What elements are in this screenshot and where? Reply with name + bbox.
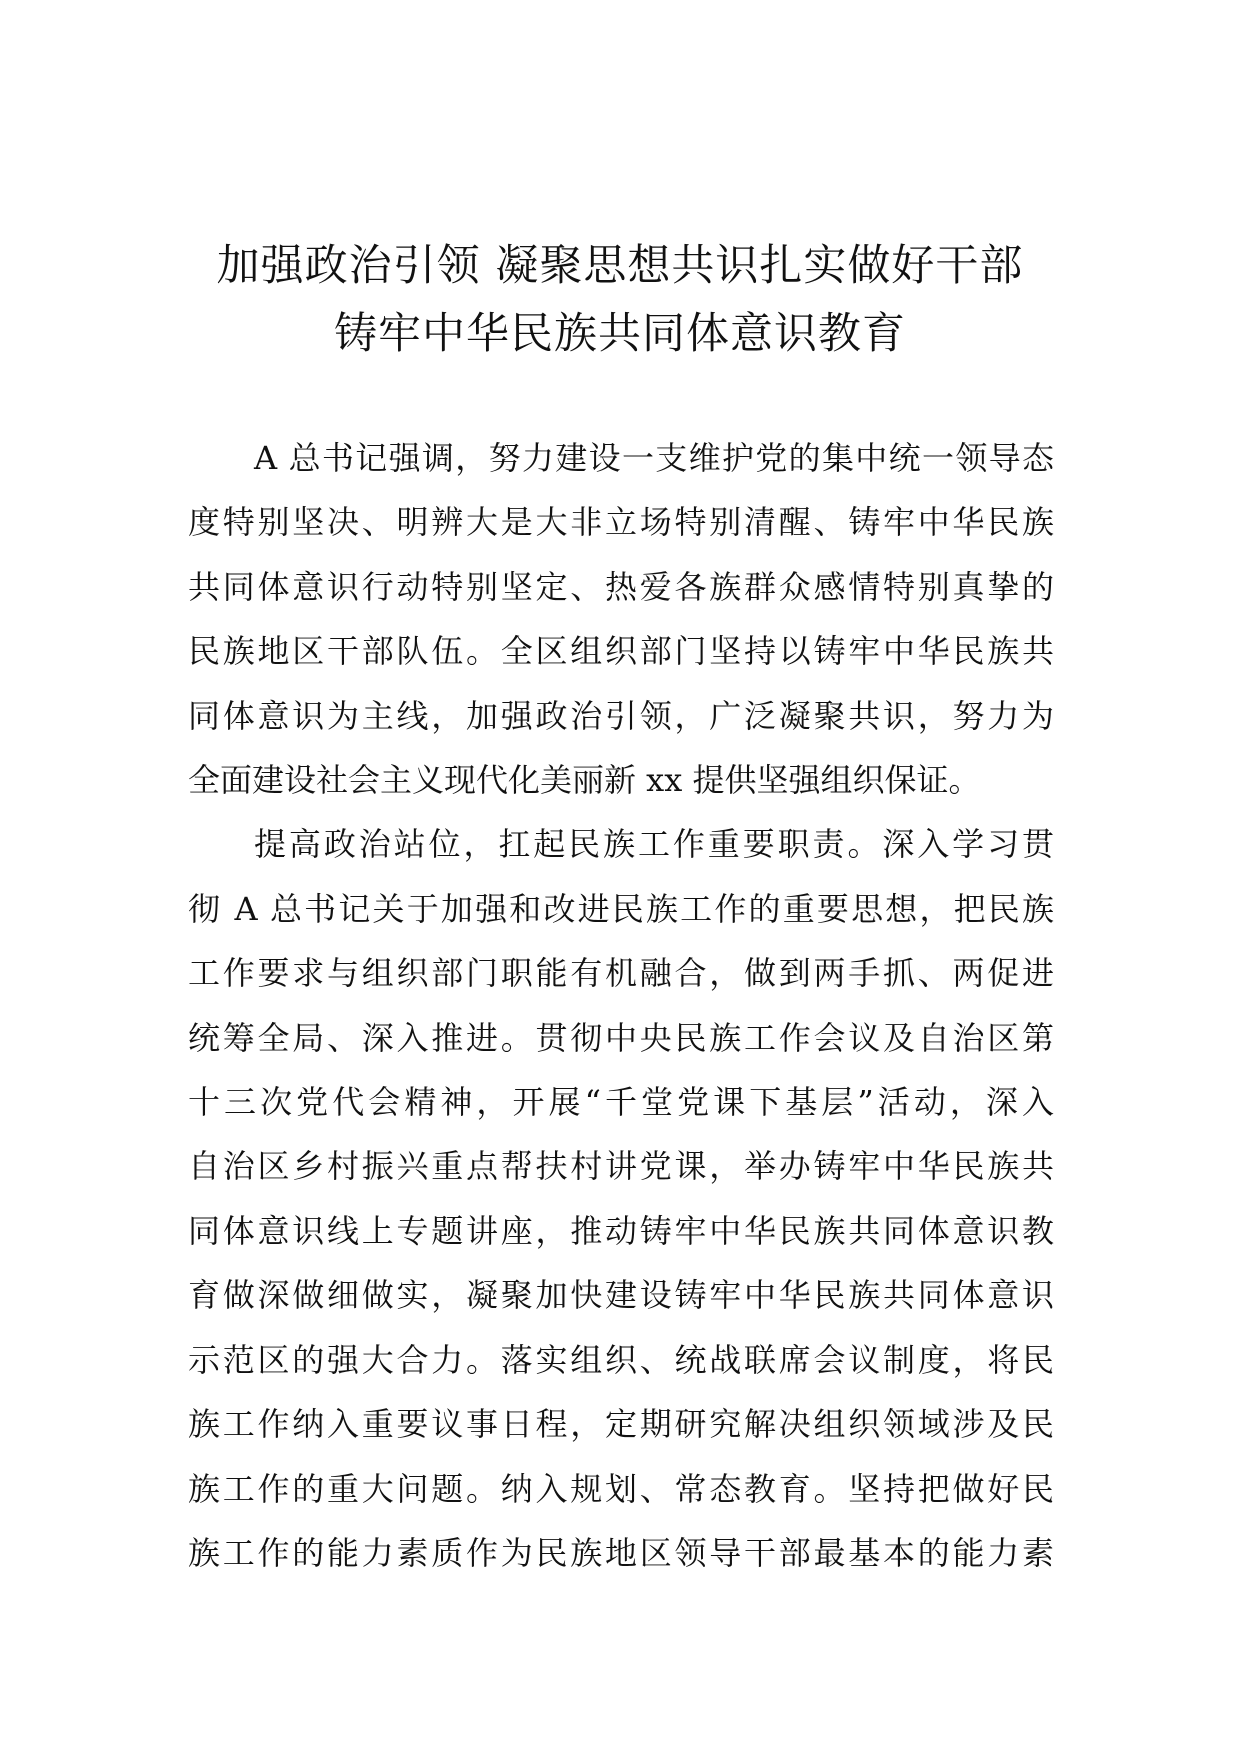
text-line: 族工作的重大问题。纳入规划、常态教育。坚持把做好民 — [188, 1469, 1054, 1508]
text-line: 提高政治站位，扛起民族工作重要职责。深入学习贯 — [254, 825, 1054, 864]
title-line: 铸牢中华民族共同体意识教育 — [334, 309, 906, 359]
document-title — [150, 232, 1090, 368]
title-line: 加强政治引领 凝聚思想共识扎实做好干部 — [216, 241, 1024, 291]
paragraph-2 — [188, 812, 1054, 1585]
paragraph-1 — [188, 426, 1054, 812]
text-line: 同体意识为主线，加强政治引领，广泛凝聚共识，努力为 — [188, 696, 1054, 735]
text-line: 全面建设社会主义现代化美丽新 xx 提供坚强组织保证。 — [188, 761, 981, 800]
text-line: 示范区的强大合力。落实组织、统战联席会议制度，将民 — [188, 1340, 1054, 1379]
text-line: 族工作的能力素质作为民族地区领导干部最基本的能力素 — [188, 1533, 1054, 1572]
text-line: A 总书记强调，努力建设一支维护党的集中统一领导态 — [254, 439, 1054, 477]
text-line: 育做深做细做实，凝聚加快建设铸牢中华民族共同体意识 — [188, 1276, 1054, 1315]
text-line: 族工作纳入重要议事日程，定期研究解决组织领域涉及民 — [188, 1405, 1054, 1444]
text-line: 工作要求与组织部门职能有机融合，做到两手抓、两促进 — [188, 954, 1054, 993]
document-body — [188, 426, 1054, 1585]
text-line: 统筹全局、深入推进。贯彻中央民族工作会议及自治区第 — [188, 1018, 1054, 1057]
text-line: 度特别坚决、明辨大是大非立场特别清醒、铸牢中华民族 — [188, 503, 1054, 542]
text-line: 共同体意识行动特别坚定、热爱各族群众感情特别真挚的 — [188, 567, 1054, 606]
text-line: 彻 A 总书记关于加强和改进民族工作的重要思想，把民族 — [188, 889, 1054, 928]
text-line: 十三次党代会精神，开展“千堂党课下基层”活动，深入 — [188, 1083, 1054, 1122]
text-line: 自治区乡村振兴重点帮扶村讲党课，举办铸牢中华民族共 — [188, 1147, 1054, 1186]
text-line: 民族地区干部队伍。全区组织部门坚持以铸牢中华民族共 — [188, 632, 1054, 671]
text-line: 同体意识线上专题讲座，推动铸牢中华民族共同体意识教 — [188, 1211, 1054, 1250]
